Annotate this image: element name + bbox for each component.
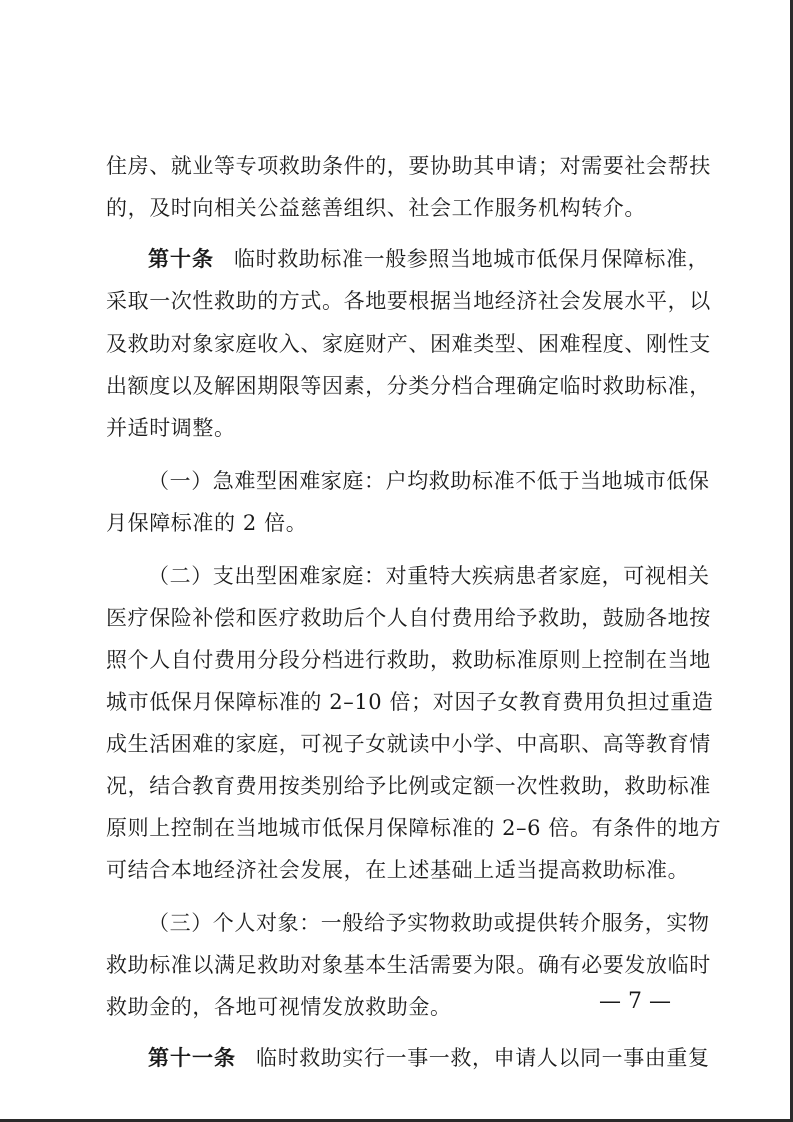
text-line: 可结合本地经济社会发展，在上述基础上适当提高救助标准。: [106, 858, 690, 882]
text-line: 并适时调整。: [106, 416, 236, 440]
text-line: 成生活困难的家庭，可视子女就读中小学、中高职、高等教育情: [106, 732, 711, 756]
article-11-heading-line: [148, 1041, 710, 1075]
article-10-heading-line: [148, 242, 710, 276]
text-line: 的，及时向相关公益慈善组织、社会工作服务机构转介。: [106, 196, 646, 220]
text-line: 救助金的，各地可视情发放救助金。: [106, 995, 452, 1019]
text-line: 采取一次性救助的方式。各地要根据当地经济社会发展水平，以: [106, 289, 711, 313]
text-line: 及救助对象家庭收入、家庭财产、困难类型、困难程度、刚性支: [106, 332, 711, 356]
text-line: 城市低保月保障标准的 2–10 倍；对因子女教育费用负担过重造: [106, 690, 714, 714]
text-line: 住房、就业等专项救助条件的，要协助其申请；对需要社会帮扶: [106, 154, 711, 178]
article-10-label: 第十条: [148, 247, 214, 271]
text-line: （二）支出型困难家庭：对重特大疾病患者家庭，可视相关: [148, 564, 710, 588]
text-line: 月保障标准的 2 倍。: [106, 511, 308, 535]
text-line: 医疗保险补偿和医疗救助后个人自付费用给予救助，鼓励各地按: [106, 606, 711, 630]
text-line: （三）个人对象：一般给予实物救助或提供转介服务，实物: [148, 911, 710, 935]
text-line: 临时救助实行一事一救，申请人以同一事由重复: [256, 1046, 710, 1070]
text-line: 原则上控制在当地城市低保月保障标准的 2–6 倍。有条件的地方: [106, 816, 722, 840]
article-11-label: 第十一条: [148, 1046, 236, 1070]
text-line: 出额度以及解困期限等因素，分类分档合理确定临时救助标准，: [106, 374, 711, 398]
text-line: 救助标准以满足救助对象基本生活需要为限。确有必要发放临时: [106, 953, 711, 977]
page-number: — 7 —: [599, 989, 671, 1014]
text-line: 照个人自付费用分段分档进行救助，救助标准原则上控制在当地: [106, 648, 711, 672]
text-line: 临时救助标准一般参照当地城市低保月保障标准，: [234, 247, 710, 271]
text-line: 况，结合教育费用按类别给予比例或定额一次性救助，救助标准: [106, 774, 711, 798]
text-line: （一）急难型困难家庭：户均救助标准不低于当地城市低保: [148, 469, 710, 493]
